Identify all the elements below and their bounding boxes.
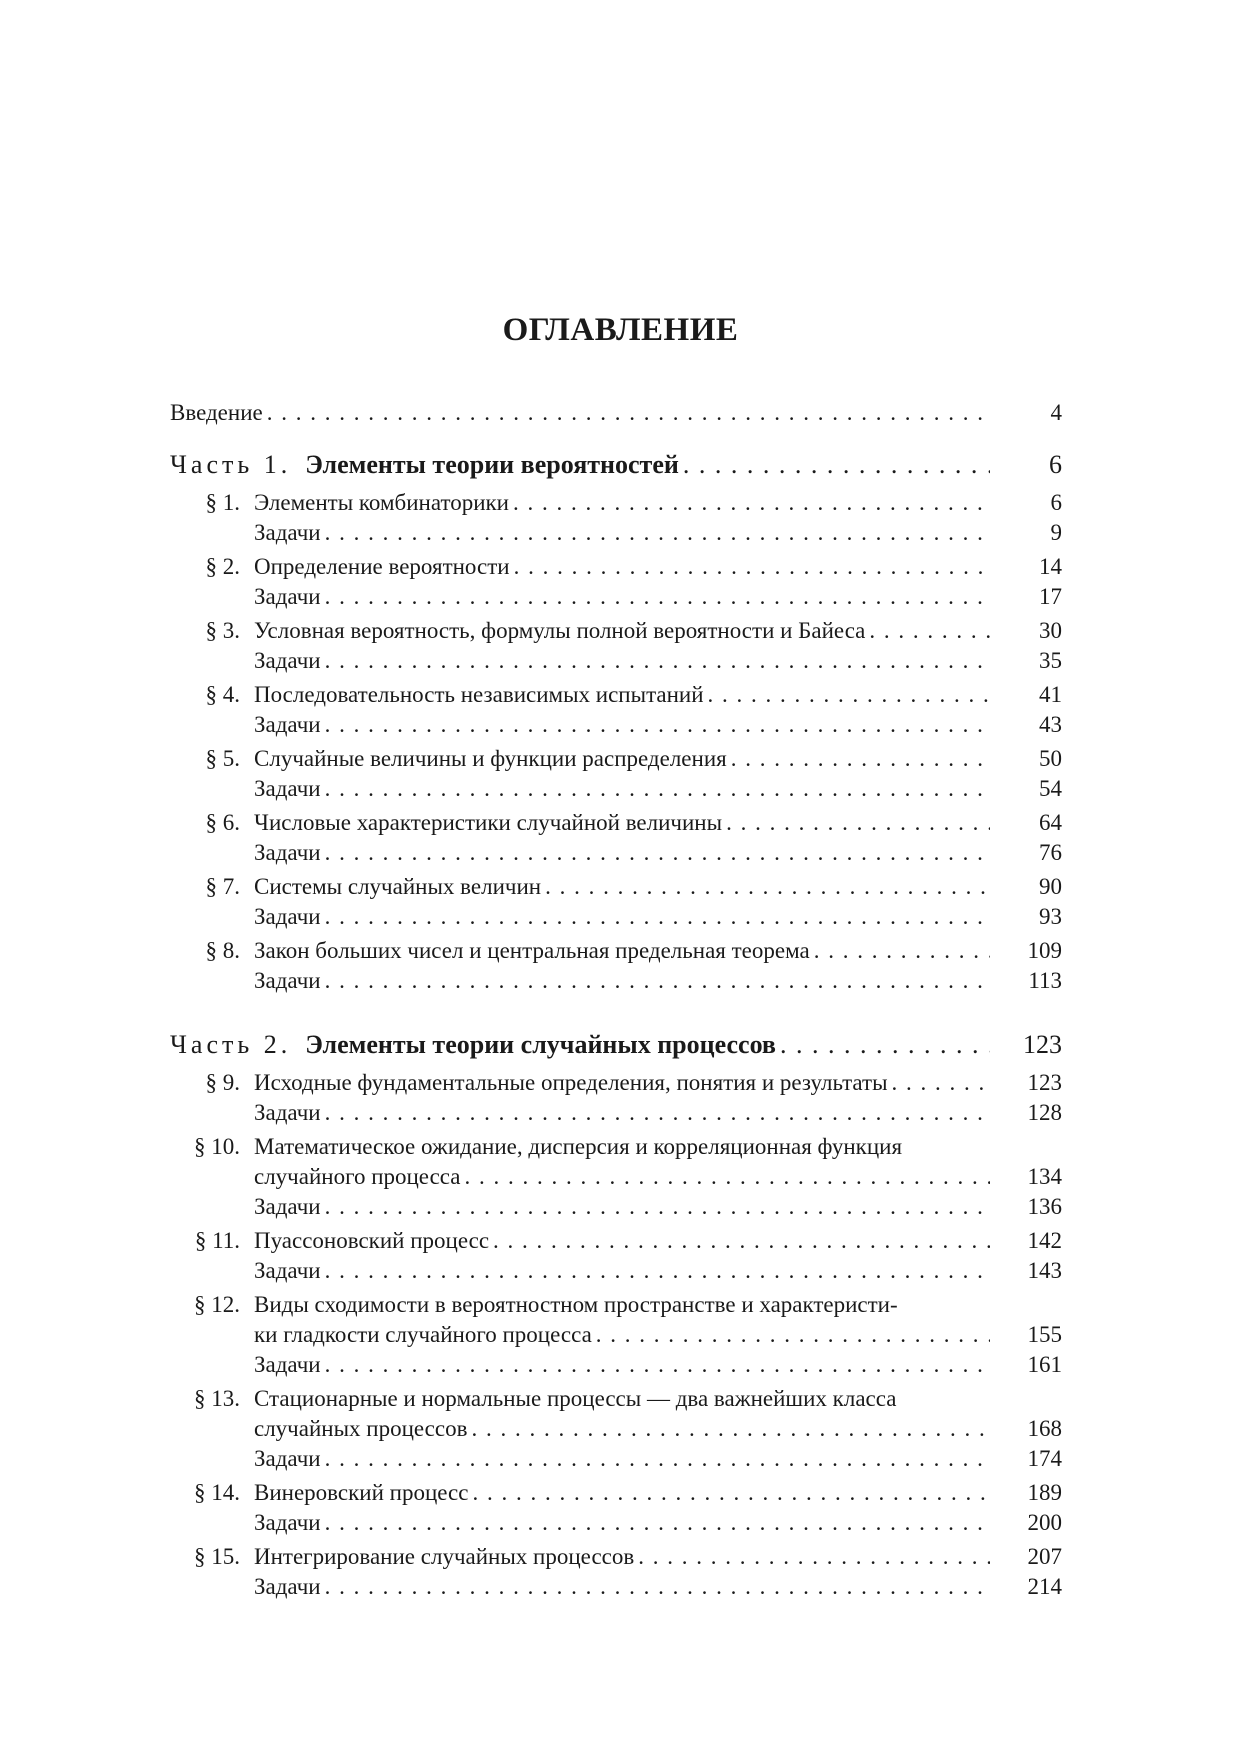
entry-body bbox=[254, 1068, 990, 1098]
tasks-label: Задачи bbox=[254, 776, 321, 801]
entry-body bbox=[254, 518, 990, 548]
entry-title: Интегрирование случайных процессов bbox=[254, 1544, 635, 1569]
tasks-label: Задачи bbox=[254, 1352, 321, 1377]
section-number: § 14. bbox=[194, 1480, 240, 1505]
entry-body bbox=[170, 1028, 990, 1062]
toc-section-entry bbox=[170, 1226, 1062, 1256]
page-number: 43 bbox=[1039, 712, 1062, 737]
toc-section-entry bbox=[170, 1542, 1062, 1572]
section-number: § 4. bbox=[205, 682, 240, 707]
page-number: 50 bbox=[1039, 746, 1062, 771]
toc-tasks-entry bbox=[170, 646, 1062, 676]
entry-body bbox=[254, 1478, 990, 1508]
entry-body bbox=[254, 966, 990, 996]
section-number: § 5. bbox=[205, 746, 240, 771]
toc-tasks-entry bbox=[170, 1098, 1062, 1128]
entry-body bbox=[254, 552, 990, 582]
tasks-label: Задачи bbox=[254, 1510, 321, 1535]
toc-tasks-entry bbox=[170, 582, 1062, 612]
dot-leader bbox=[325, 1098, 990, 1128]
entry-body bbox=[254, 1350, 990, 1380]
page-number: 200 bbox=[1027, 1510, 1062, 1535]
entry-body bbox=[254, 872, 990, 902]
entry-body bbox=[254, 744, 990, 774]
section-number: § 11. bbox=[194, 1228, 240, 1253]
tasks-label: Задачи bbox=[254, 840, 321, 865]
dot-leader bbox=[325, 710, 990, 740]
toc-tasks-entry bbox=[170, 1192, 1062, 1222]
entry-body bbox=[254, 936, 990, 966]
dot-leader bbox=[325, 966, 990, 996]
page-number: 54 bbox=[1039, 776, 1062, 801]
dot-leader bbox=[325, 1572, 990, 1602]
entry-title-line2: случайных процессов bbox=[254, 1416, 468, 1441]
page-number: 136 bbox=[1027, 1194, 1062, 1219]
page-number: 76 bbox=[1039, 840, 1062, 865]
dot-leader bbox=[869, 616, 990, 646]
toc-section-entry bbox=[170, 488, 1062, 518]
page-number: 207 bbox=[1027, 1544, 1062, 1569]
page-number: 123 bbox=[1023, 1030, 1062, 1059]
dot-leader bbox=[325, 1508, 990, 1538]
dot-leader bbox=[325, 1444, 990, 1474]
part-title: Элементы теории вероятностей bbox=[305, 450, 679, 479]
entry-title: Закон больших чисел и центральная предельная теорема bbox=[254, 938, 810, 963]
entry-body bbox=[254, 1414, 990, 1444]
entry-title: Элементы комбинаторики bbox=[254, 490, 509, 515]
entry-title: Винеровский процесс bbox=[254, 1480, 469, 1505]
entry-title: Числовые характеристики случайной величины bbox=[254, 810, 723, 835]
toc-entry-intro bbox=[170, 398, 1062, 428]
tasks-label: Задачи bbox=[254, 648, 321, 673]
dot-leader bbox=[465, 1162, 991, 1192]
toc-part-heading bbox=[170, 1028, 1062, 1062]
entry-body bbox=[254, 1508, 990, 1538]
dot-leader bbox=[513, 488, 990, 518]
page-number: 109 bbox=[1027, 938, 1062, 963]
page-number: 35 bbox=[1039, 648, 1062, 673]
dot-leader bbox=[596, 1320, 990, 1350]
page-number: 113 bbox=[1028, 968, 1062, 993]
toc-section-entry bbox=[170, 552, 1062, 582]
entry-title: Пуассоновский процесс bbox=[254, 1228, 490, 1253]
entry-body bbox=[170, 448, 990, 482]
entry-title: Системы случайных величин bbox=[254, 874, 542, 899]
entry-body bbox=[254, 1192, 990, 1222]
entry-title: Определение вероятности bbox=[254, 554, 510, 579]
entry-body bbox=[254, 646, 990, 676]
section-number: § 7. bbox=[205, 874, 240, 899]
dot-leader bbox=[325, 1350, 990, 1380]
tasks-label: Задачи bbox=[254, 1100, 321, 1125]
toc-section-entry bbox=[170, 1384, 1062, 1414]
entry-title-line2: ки гладкости случайного процесса bbox=[254, 1322, 592, 1347]
entry-body bbox=[254, 616, 990, 646]
dot-leader bbox=[814, 936, 990, 966]
entry-body bbox=[254, 582, 990, 612]
part-title: Элементы теории случайных процессов bbox=[305, 1030, 776, 1059]
dot-leader bbox=[892, 1068, 990, 1098]
tasks-label: Задачи bbox=[254, 1446, 321, 1471]
page-number: 168 bbox=[1027, 1416, 1062, 1441]
toc-tasks-entry bbox=[170, 518, 1062, 548]
entry-title: Условная вероятность, формулы полной вероятности и Байеса bbox=[254, 618, 866, 643]
toc-tasks-entry bbox=[170, 1508, 1062, 1538]
toc-section-entry bbox=[170, 872, 1062, 902]
section-number: § 12. bbox=[194, 1292, 240, 1317]
entry-body bbox=[254, 902, 990, 932]
dot-leader bbox=[683, 448, 990, 482]
toc-tasks-entry bbox=[170, 838, 1062, 868]
toc-section-entry bbox=[170, 1478, 1062, 1508]
page-number: 64 bbox=[1039, 810, 1062, 835]
tasks-label: Задачи bbox=[254, 1258, 321, 1283]
dot-leader bbox=[780, 1028, 990, 1062]
table-of-contents bbox=[170, 398, 1062, 1604]
dot-leader bbox=[267, 398, 990, 428]
section-number: § 13. bbox=[194, 1386, 240, 1411]
page-number: 4 bbox=[1050, 400, 1062, 425]
page-number: 90 bbox=[1039, 874, 1062, 899]
tasks-label: Задачи bbox=[254, 520, 321, 545]
page-number: 41 bbox=[1039, 682, 1062, 707]
entry-title: Введение bbox=[170, 400, 263, 425]
page-number: 134 bbox=[1027, 1164, 1062, 1189]
page-number: 214 bbox=[1027, 1574, 1062, 1599]
section-number: § 15. bbox=[194, 1544, 240, 1569]
section-number: § 9. bbox=[205, 1070, 240, 1095]
toc-tasks-entry bbox=[170, 1350, 1062, 1380]
page-number: 155 bbox=[1027, 1322, 1062, 1347]
entry-title-line1: Виды сходимости в вероятностном пространстве и характеристи- bbox=[254, 1292, 898, 1317]
section-number: § 3. bbox=[205, 618, 240, 643]
part-label: Часть 1. bbox=[170, 450, 292, 479]
page-number: 9 bbox=[1050, 520, 1062, 545]
toc-section-entry bbox=[170, 680, 1062, 710]
page-number: 174 bbox=[1027, 1446, 1062, 1471]
toc-section-entry bbox=[170, 1132, 1062, 1162]
section-number: § 1. bbox=[205, 490, 240, 515]
page-number: 123 bbox=[1027, 1070, 1062, 1095]
toc-section-continuation bbox=[170, 1414, 1062, 1444]
entry-body bbox=[254, 1320, 990, 1350]
entry-body bbox=[170, 398, 990, 428]
dot-leader bbox=[325, 646, 990, 676]
entry-body bbox=[254, 680, 990, 710]
entry-body bbox=[254, 808, 990, 838]
page-number: 6 bbox=[1050, 490, 1062, 515]
dot-leader bbox=[471, 1414, 990, 1444]
dot-leader bbox=[514, 552, 990, 582]
toc-section-continuation bbox=[170, 1320, 1062, 1350]
section-number: § 2. bbox=[205, 554, 240, 579]
toc-section-entry bbox=[170, 1068, 1062, 1098]
page-number: 161 bbox=[1027, 1352, 1062, 1377]
toc-tasks-entry bbox=[170, 1444, 1062, 1474]
toc-tasks-entry bbox=[170, 1572, 1062, 1602]
entry-body bbox=[254, 1542, 990, 1572]
page-number: 142 bbox=[1027, 1228, 1062, 1253]
dot-leader bbox=[325, 774, 990, 804]
entry-body bbox=[254, 1098, 990, 1128]
toc-section-continuation bbox=[170, 1162, 1062, 1192]
tasks-label: Задачи bbox=[254, 904, 321, 929]
toc-section-entry bbox=[170, 616, 1062, 646]
toc-part-heading bbox=[170, 448, 1062, 482]
dot-leader bbox=[325, 1192, 990, 1222]
dot-leader bbox=[731, 744, 990, 774]
toc-section-entry bbox=[170, 1290, 1062, 1320]
entry-title-line1: Стационарные и нормальные процессы — два важнейших класса bbox=[254, 1386, 897, 1411]
dot-leader bbox=[638, 1542, 990, 1572]
entry-body bbox=[254, 1162, 990, 1192]
toc-section-entry bbox=[170, 744, 1062, 774]
page-number: 17 bbox=[1039, 584, 1062, 609]
dot-leader bbox=[325, 518, 990, 548]
entry-title-line2: случайного процесса bbox=[254, 1164, 461, 1189]
entry-body bbox=[254, 774, 990, 804]
entry-body bbox=[254, 838, 990, 868]
entry-body bbox=[254, 1256, 990, 1286]
page-number: 128 bbox=[1027, 1100, 1062, 1125]
section-number: § 6. bbox=[205, 810, 240, 835]
entry-body bbox=[254, 1132, 990, 1162]
page-number: 14 bbox=[1039, 554, 1062, 579]
entry-title: Исходные фундаментальные определения, понятия и результаты bbox=[254, 1070, 888, 1095]
entry-title-line1: Математическое ожидание, дисперсия и корреляционная функция bbox=[254, 1134, 903, 1159]
page-number: 6 bbox=[1049, 450, 1062, 479]
tasks-label: Задачи bbox=[254, 712, 321, 737]
page-number: 30 bbox=[1039, 618, 1062, 643]
dot-leader bbox=[325, 1256, 990, 1286]
tasks-label: Задачи bbox=[254, 1574, 321, 1599]
entry-body bbox=[254, 1384, 990, 1414]
toc-tasks-entry bbox=[170, 1256, 1062, 1286]
page-number: 189 bbox=[1027, 1480, 1062, 1505]
toc-section-entry bbox=[170, 808, 1062, 838]
dot-leader bbox=[472, 1478, 990, 1508]
tasks-label: Задачи bbox=[254, 1194, 321, 1219]
dot-leader bbox=[545, 872, 990, 902]
entry-title: Последовательность независимых испытаний bbox=[254, 682, 704, 707]
dot-leader bbox=[325, 902, 990, 932]
entry-body bbox=[254, 488, 990, 518]
tasks-label: Задачи bbox=[254, 968, 321, 993]
tasks-label: Задачи bbox=[254, 584, 321, 609]
toc-tasks-entry bbox=[170, 774, 1062, 804]
entry-body bbox=[254, 1572, 990, 1602]
dot-leader bbox=[325, 582, 990, 612]
entry-body bbox=[254, 1290, 990, 1320]
toc-section-entry bbox=[170, 936, 1062, 966]
toc-tasks-entry bbox=[170, 710, 1062, 740]
toc-tasks-entry bbox=[170, 966, 1062, 996]
dot-leader bbox=[493, 1226, 990, 1256]
dot-leader bbox=[708, 680, 990, 710]
entry-body bbox=[254, 1444, 990, 1474]
entry-body bbox=[254, 710, 990, 740]
page-title: ОГЛАВЛЕНИЕ bbox=[502, 312, 739, 348]
page-number: 143 bbox=[1027, 1258, 1062, 1283]
entry-title: Случайные величины и функции распределения bbox=[254, 746, 727, 771]
dot-leader bbox=[726, 808, 990, 838]
page-number: 93 bbox=[1039, 904, 1062, 929]
section-number: § 8. bbox=[205, 938, 240, 963]
part-label: Часть 2. bbox=[170, 1030, 292, 1059]
entry-body bbox=[254, 1226, 990, 1256]
toc-tasks-entry bbox=[170, 902, 1062, 932]
dot-leader bbox=[325, 838, 990, 868]
section-number: § 10. bbox=[194, 1134, 240, 1159]
